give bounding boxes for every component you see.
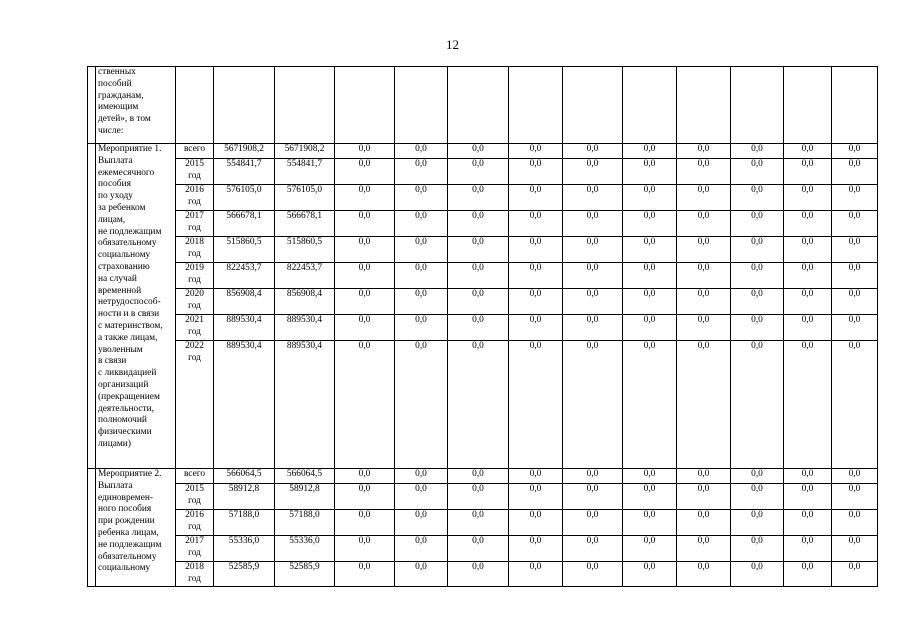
zero-value: 0,0 [335, 185, 395, 211]
budget-value: 576105,0 [275, 185, 335, 211]
zero-value: 0,0 [335, 536, 395, 562]
total-value: 822453,7 [214, 263, 275, 289]
zero-value: 0,0 [335, 484, 395, 510]
zero-value: 0,0 [448, 510, 509, 536]
zero-value: 0,0 [335, 263, 395, 289]
budget-value: 58912,8 [275, 484, 335, 510]
table-row [88, 536, 878, 562]
zero-value: 0,0 [563, 315, 623, 341]
zero-value: 0,0 [832, 289, 878, 315]
zero-value: 0,0 [395, 536, 448, 562]
blank-cell [88, 469, 96, 587]
measure-name: Мероприятие 1. Выплата ежемесячного пособия по уходу за ребенком лицам, не подлежащим обязательному социальному страхованию на случай временной нетрудоспособ- ности и в связи с материнством, а также лицам, уволенным в связи с ликвидацией организаций (прекращением деятельности, полномочий физическими лицами) [96, 144, 176, 469]
empty-cell [275, 67, 335, 144]
zero-value: 0,0 [731, 536, 784, 562]
zero-value: 0,0 [832, 185, 878, 211]
zero-value: 0,0 [623, 159, 677, 185]
period-cell: 2019 год [176, 263, 214, 289]
zero-value: 0,0 [623, 536, 677, 562]
zero-value: 0,0 [677, 159, 731, 185]
zero-value: 0,0 [563, 484, 623, 510]
zero-value: 0,0 [563, 211, 623, 237]
zero-value: 0,0 [395, 289, 448, 315]
zero-value: 0,0 [677, 536, 731, 562]
zero-value: 0,0 [677, 263, 731, 289]
zero-value: 0,0 [509, 484, 563, 510]
zero-value: 0,0 [448, 341, 509, 469]
zero-value: 0,0 [832, 562, 878, 587]
zero-value: 0,0 [784, 341, 832, 469]
zero-value: 0,0 [448, 289, 509, 315]
budget-value: 566678,1 [275, 211, 335, 237]
zero-value: 0,0 [395, 211, 448, 237]
zero-value: 0,0 [677, 510, 731, 536]
zero-value: 0,0 [395, 341, 448, 469]
empty-cell [448, 67, 509, 144]
zero-value: 0,0 [832, 144, 878, 159]
zero-value: 0,0 [784, 211, 832, 237]
zero-value: 0,0 [784, 469, 832, 484]
zero-value: 0,0 [448, 159, 509, 185]
zero-value: 0,0 [509, 159, 563, 185]
zero-value: 0,0 [335, 159, 395, 185]
empty-cell [214, 67, 275, 144]
zero-value: 0,0 [563, 185, 623, 211]
zero-value: 0,0 [563, 536, 623, 562]
empty-cell [563, 67, 623, 144]
budget-value: 822453,7 [275, 263, 335, 289]
zero-value: 0,0 [448, 211, 509, 237]
zero-value: 0,0 [784, 237, 832, 263]
blank-cell [88, 67, 96, 144]
zero-value: 0,0 [731, 263, 784, 289]
zero-value: 0,0 [677, 341, 731, 469]
zero-value: 0,0 [563, 469, 623, 484]
zero-value: 0,0 [448, 484, 509, 510]
zero-value: 0,0 [448, 185, 509, 211]
total-value: 566678,1 [214, 211, 275, 237]
zero-value: 0,0 [623, 562, 677, 587]
zero-value: 0,0 [509, 237, 563, 263]
empty-cell [509, 67, 563, 144]
measure-name: Мероприятие 2. Выплата единовремен- ного пособия при рождении ребенка лицам, не подлежащим обязательному социальному [96, 469, 176, 587]
zero-value: 0,0 [563, 159, 623, 185]
period-cell: 2017 год [176, 211, 214, 237]
zero-value: 0,0 [395, 562, 448, 587]
zero-value: 0,0 [784, 315, 832, 341]
zero-value: 0,0 [448, 263, 509, 289]
zero-value: 0,0 [731, 159, 784, 185]
budget-value: 57188,0 [275, 510, 335, 536]
table-row [88, 315, 878, 341]
zero-value: 0,0 [335, 562, 395, 587]
zero-value: 0,0 [784, 289, 832, 315]
zero-value: 0,0 [335, 469, 395, 484]
empty-cell [677, 67, 731, 144]
zero-value: 0,0 [677, 562, 731, 587]
zero-value: 0,0 [395, 159, 448, 185]
budget-value: 515860,5 [275, 237, 335, 263]
zero-value: 0,0 [784, 159, 832, 185]
total-value: 55336,0 [214, 536, 275, 562]
budget-value: 566064,5 [275, 469, 335, 484]
period-cell: 2015 год [176, 484, 214, 510]
zero-value: 0,0 [731, 144, 784, 159]
total-value: 5671908,2 [214, 144, 275, 159]
zero-value: 0,0 [832, 469, 878, 484]
blank-cell [88, 144, 96, 469]
zero-value: 0,0 [731, 562, 784, 587]
zero-value: 0,0 [395, 237, 448, 263]
period-cell: 2015 год [176, 159, 214, 185]
zero-value: 0,0 [677, 289, 731, 315]
zero-value: 0,0 [509, 562, 563, 587]
zero-value: 0,0 [448, 315, 509, 341]
zero-value: 0,0 [563, 237, 623, 263]
continuation-text: ственных пособий гражданам, имеющим детей», в том числе: [96, 67, 176, 144]
zero-value: 0,0 [509, 510, 563, 536]
zero-value: 0,0 [563, 562, 623, 587]
zero-value: 0,0 [784, 144, 832, 159]
zero-value: 0,0 [731, 469, 784, 484]
zero-value: 0,0 [509, 144, 563, 159]
zero-value: 0,0 [335, 237, 395, 263]
table-row [88, 469, 878, 484]
zero-value: 0,0 [623, 211, 677, 237]
total-value: 58912,8 [214, 484, 275, 510]
zero-value: 0,0 [563, 289, 623, 315]
zero-value: 0,0 [677, 211, 731, 237]
total-value: 566064,5 [214, 469, 275, 484]
table-row [88, 484, 878, 510]
zero-value: 0,0 [731, 510, 784, 536]
zero-value: 0,0 [448, 144, 509, 159]
table-row [88, 510, 878, 536]
empty-cell [335, 67, 395, 144]
table-row [88, 185, 878, 211]
zero-value: 0,0 [677, 315, 731, 341]
zero-value: 0,0 [784, 484, 832, 510]
zero-value: 0,0 [677, 185, 731, 211]
zero-value: 0,0 [731, 211, 784, 237]
total-value: 856908,4 [214, 289, 275, 315]
empty-cell [784, 67, 832, 144]
zero-value: 0,0 [448, 469, 509, 484]
zero-value: 0,0 [509, 536, 563, 562]
zero-value: 0,0 [731, 341, 784, 469]
total-value: 554841,7 [214, 159, 275, 185]
zero-value: 0,0 [335, 211, 395, 237]
budget-table [87, 66, 878, 587]
period-cell: 2020 год [176, 289, 214, 315]
budget-value: 554841,7 [275, 159, 335, 185]
zero-value: 0,0 [832, 341, 878, 469]
zero-value: 0,0 [731, 185, 784, 211]
zero-value: 0,0 [509, 469, 563, 484]
table-row [88, 237, 878, 263]
zero-value: 0,0 [784, 185, 832, 211]
page-number: 12 [446, 37, 459, 52]
empty-cell [623, 67, 677, 144]
zero-value: 0,0 [335, 289, 395, 315]
zero-value: 0,0 [395, 144, 448, 159]
zero-value: 0,0 [509, 185, 563, 211]
period-cell: 2018 год [176, 237, 214, 263]
zero-value: 0,0 [395, 469, 448, 484]
period-cell: 2016 год [176, 185, 214, 211]
zero-value: 0,0 [335, 144, 395, 159]
budget-value: 856908,4 [275, 289, 335, 315]
zero-value: 0,0 [448, 237, 509, 263]
zero-value: 0,0 [623, 315, 677, 341]
zero-value: 0,0 [563, 341, 623, 469]
period-cell: всего [176, 469, 214, 484]
zero-value: 0,0 [832, 315, 878, 341]
period-cell: 2018 год [176, 562, 214, 587]
zero-value: 0,0 [832, 536, 878, 562]
zero-value: 0,0 [395, 185, 448, 211]
zero-value: 0,0 [784, 536, 832, 562]
zero-value: 0,0 [731, 237, 784, 263]
zero-value: 0,0 [623, 263, 677, 289]
zero-value: 0,0 [395, 263, 448, 289]
table-row [88, 289, 878, 315]
period-cell: 2021 год [176, 315, 214, 341]
total-value: 576105,0 [214, 185, 275, 211]
zero-value: 0,0 [677, 237, 731, 263]
zero-value: 0,0 [731, 289, 784, 315]
zero-value: 0,0 [623, 510, 677, 536]
period-cell: 2016 год [176, 510, 214, 536]
zero-value: 0,0 [448, 562, 509, 587]
zero-value: 0,0 [832, 211, 878, 237]
zero-value: 0,0 [509, 315, 563, 341]
zero-value: 0,0 [784, 562, 832, 587]
zero-value: 0,0 [677, 144, 731, 159]
zero-value: 0,0 [509, 263, 563, 289]
empty-cell [731, 67, 784, 144]
zero-value: 0,0 [509, 289, 563, 315]
zero-value: 0,0 [623, 185, 677, 211]
period-cell: всего [176, 144, 214, 159]
total-value: 889530,4 [214, 315, 275, 341]
total-value: 57188,0 [214, 510, 275, 536]
zero-value: 0,0 [731, 484, 784, 510]
zero-value: 0,0 [448, 536, 509, 562]
zero-value: 0,0 [677, 469, 731, 484]
table-row [88, 341, 878, 469]
period-cell: 2022 год [176, 341, 214, 469]
zero-value: 0,0 [509, 341, 563, 469]
zero-value: 0,0 [731, 315, 784, 341]
zero-value: 0,0 [395, 484, 448, 510]
zero-value: 0,0 [623, 469, 677, 484]
zero-value: 0,0 [509, 211, 563, 237]
table-row [88, 211, 878, 237]
zero-value: 0,0 [623, 289, 677, 315]
zero-value: 0,0 [335, 315, 395, 341]
empty-cell [395, 67, 448, 144]
zero-value: 0,0 [784, 510, 832, 536]
period-cell: 2017 год [176, 536, 214, 562]
zero-value: 0,0 [677, 484, 731, 510]
zero-value: 0,0 [563, 144, 623, 159]
total-value: 515860,5 [214, 237, 275, 263]
budget-value: 52585,9 [275, 562, 335, 587]
total-value: 889530,4 [214, 341, 275, 469]
total-value: 52585,9 [214, 562, 275, 587]
empty-cell [176, 67, 214, 144]
zero-value: 0,0 [832, 159, 878, 185]
zero-value: 0,0 [832, 510, 878, 536]
zero-value: 0,0 [395, 315, 448, 341]
budget-value: 5671908,2 [275, 144, 335, 159]
budget-value: 55336,0 [275, 536, 335, 562]
empty-cell [832, 67, 878, 144]
zero-value: 0,0 [335, 510, 395, 536]
zero-value: 0,0 [832, 263, 878, 289]
table-row [88, 263, 878, 289]
zero-value: 0,0 [563, 263, 623, 289]
budget-value: 889530,4 [275, 315, 335, 341]
zero-value: 0,0 [832, 237, 878, 263]
continuation-row [88, 67, 878, 144]
zero-value: 0,0 [623, 484, 677, 510]
zero-value: 0,0 [623, 341, 677, 469]
zero-value: 0,0 [395, 510, 448, 536]
zero-value: 0,0 [623, 144, 677, 159]
table-row [88, 562, 878, 587]
table-row [88, 144, 878, 159]
zero-value: 0,0 [623, 237, 677, 263]
budget-value: 889530,4 [275, 341, 335, 469]
zero-value: 0,0 [832, 484, 878, 510]
zero-value: 0,0 [563, 510, 623, 536]
zero-value: 0,0 [335, 341, 395, 469]
table-row [88, 159, 878, 185]
zero-value: 0,0 [784, 263, 832, 289]
